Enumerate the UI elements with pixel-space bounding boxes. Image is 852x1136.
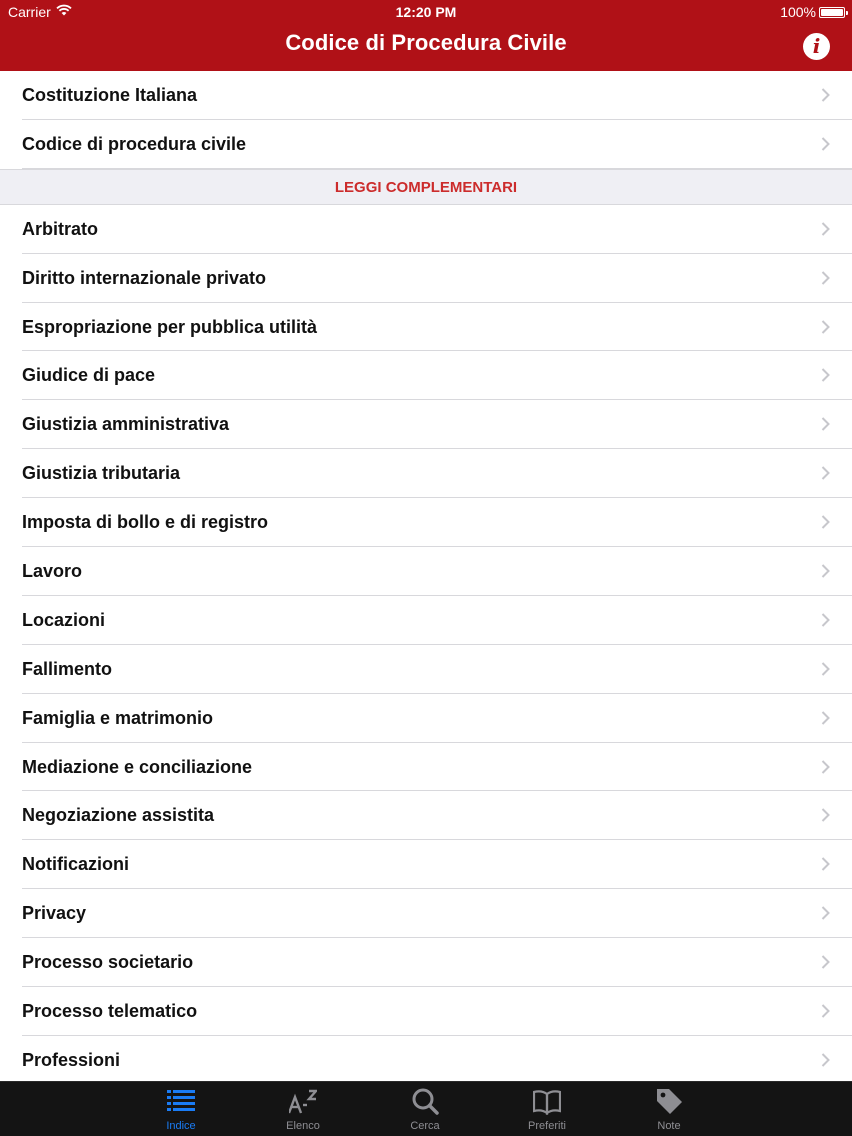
chevron-right-icon: [821, 368, 830, 382]
list-item[interactable]: [0, 449, 852, 498]
list-item[interactable]: [0, 743, 852, 792]
chevron-right-icon: [821, 955, 830, 969]
battery-icon: [819, 7, 845, 18]
list-item-label: Espropriazione per pubblica utilità: [22, 316, 318, 337]
list-item[interactable]: [0, 351, 852, 400]
list-item-costituzione-italiana[interactable]: [0, 71, 852, 120]
search-icon: [411, 1087, 439, 1115]
tab-note[interactable]: [629, 1082, 709, 1136]
list-item[interactable]: [0, 205, 852, 254]
battery-percentage: 100%: [780, 4, 816, 20]
list-item[interactable]: [0, 889, 852, 938]
list-item-label: Giudice di pace: [22, 365, 156, 386]
chevron-right-icon: [821, 515, 830, 529]
section-header-leggi-complementari: [0, 169, 852, 205]
chevron-right-icon: [821, 1053, 830, 1067]
list-item-label: Lavoro: [22, 561, 83, 582]
chevron-right-icon: [821, 906, 830, 920]
list-item[interactable]: [0, 840, 852, 889]
tab-indice[interactable]: [141, 1082, 221, 1136]
list-item-label: Diritto internazionale privato: [22, 267, 267, 288]
list-item[interactable]: [0, 1036, 852, 1085]
index-list: [0, 71, 852, 1085]
navigation-bar: [0, 0, 852, 71]
chevron-right-icon: [821, 564, 830, 578]
list-item-label: Negoziazione assistita: [22, 805, 215, 826]
tab-elenco[interactable]: [263, 1082, 343, 1136]
chevron-right-icon: [821, 417, 830, 431]
list-item-label: Giustizia tributaria: [22, 463, 181, 484]
list-item-label: Privacy: [22, 903, 87, 924]
list-icon: [167, 1087, 195, 1115]
chevron-right-icon: [821, 662, 830, 676]
list-item-label: Famiglia e matrimonio: [22, 707, 214, 728]
list-item[interactable]: [0, 596, 852, 645]
list-item[interactable]: [0, 498, 852, 547]
list-item-label: Notificazioni: [22, 854, 129, 875]
status-bar: [0, 0, 852, 24]
list-item-codice-procedura-civile[interactable]: [0, 120, 852, 169]
tab-cerca[interactable]: [385, 1082, 465, 1136]
list-item-label: Codice di procedura civile: [22, 133, 247, 154]
list-item[interactable]: [0, 938, 852, 987]
page-title: Codice di Procedura Civile: [285, 30, 567, 55]
list-item-label: Giustizia amministrativa: [22, 414, 230, 435]
chevron-right-icon: [821, 1004, 830, 1018]
a-z-icon: [289, 1087, 317, 1115]
list-item-label: Mediazione e conciliazione: [22, 756, 253, 777]
tab-label: Elenco: [286, 1120, 320, 1132]
chevron-right-icon: [821, 88, 830, 102]
list-item-label: Costituzione Italiana: [22, 85, 198, 105]
chevron-right-icon: [821, 271, 830, 285]
list-item[interactable]: [0, 547, 852, 596]
tab-preferiti[interactable]: [507, 1082, 587, 1136]
list-item[interactable]: [0, 645, 852, 694]
list-item[interactable]: [0, 694, 852, 743]
list-item-label: Professioni: [22, 1049, 121, 1070]
list-item[interactable]: [0, 303, 852, 352]
tab-label: Preferiti: [528, 1120, 566, 1132]
info-button[interactable]: i: [803, 33, 830, 60]
chevron-right-icon: [821, 137, 830, 151]
list-item-label: Arbitrato: [22, 218, 98, 239]
list-item-label: Processo societario: [22, 952, 194, 973]
chevron-right-icon: [821, 760, 830, 774]
tab-label: Indice: [166, 1120, 196, 1132]
chevron-right-icon: [821, 711, 830, 725]
tag-icon: [655, 1087, 683, 1115]
clock: 12:20 PM: [395, 4, 457, 20]
chevron-right-icon: [821, 808, 830, 822]
tab-bar: [0, 1081, 852, 1136]
carrier-label: Carrier: [8, 4, 51, 20]
list-item[interactable]: [0, 254, 852, 303]
list-item-label: Imposta di bollo e di registro: [22, 512, 269, 533]
list-item[interactable]: [0, 400, 852, 449]
list-item[interactable]: [0, 987, 852, 1036]
chevron-right-icon: [821, 222, 830, 236]
list-item-label: Locazioni: [22, 609, 106, 630]
chevron-right-icon: [821, 466, 830, 480]
chevron-right-icon: [821, 320, 830, 334]
book-icon: [533, 1087, 561, 1115]
list-item-label: Fallimento: [22, 658, 113, 679]
chevron-right-icon: [821, 857, 830, 871]
list-item[interactable]: [0, 791, 852, 840]
chevron-right-icon: [821, 613, 830, 627]
list-item-label: Processo telematico: [22, 1001, 198, 1022]
tab-label: Note: [657, 1120, 681, 1132]
section-header-label: LEGGI COMPLEMENTARI: [334, 178, 518, 196]
tab-label: Cerca: [410, 1120, 440, 1132]
